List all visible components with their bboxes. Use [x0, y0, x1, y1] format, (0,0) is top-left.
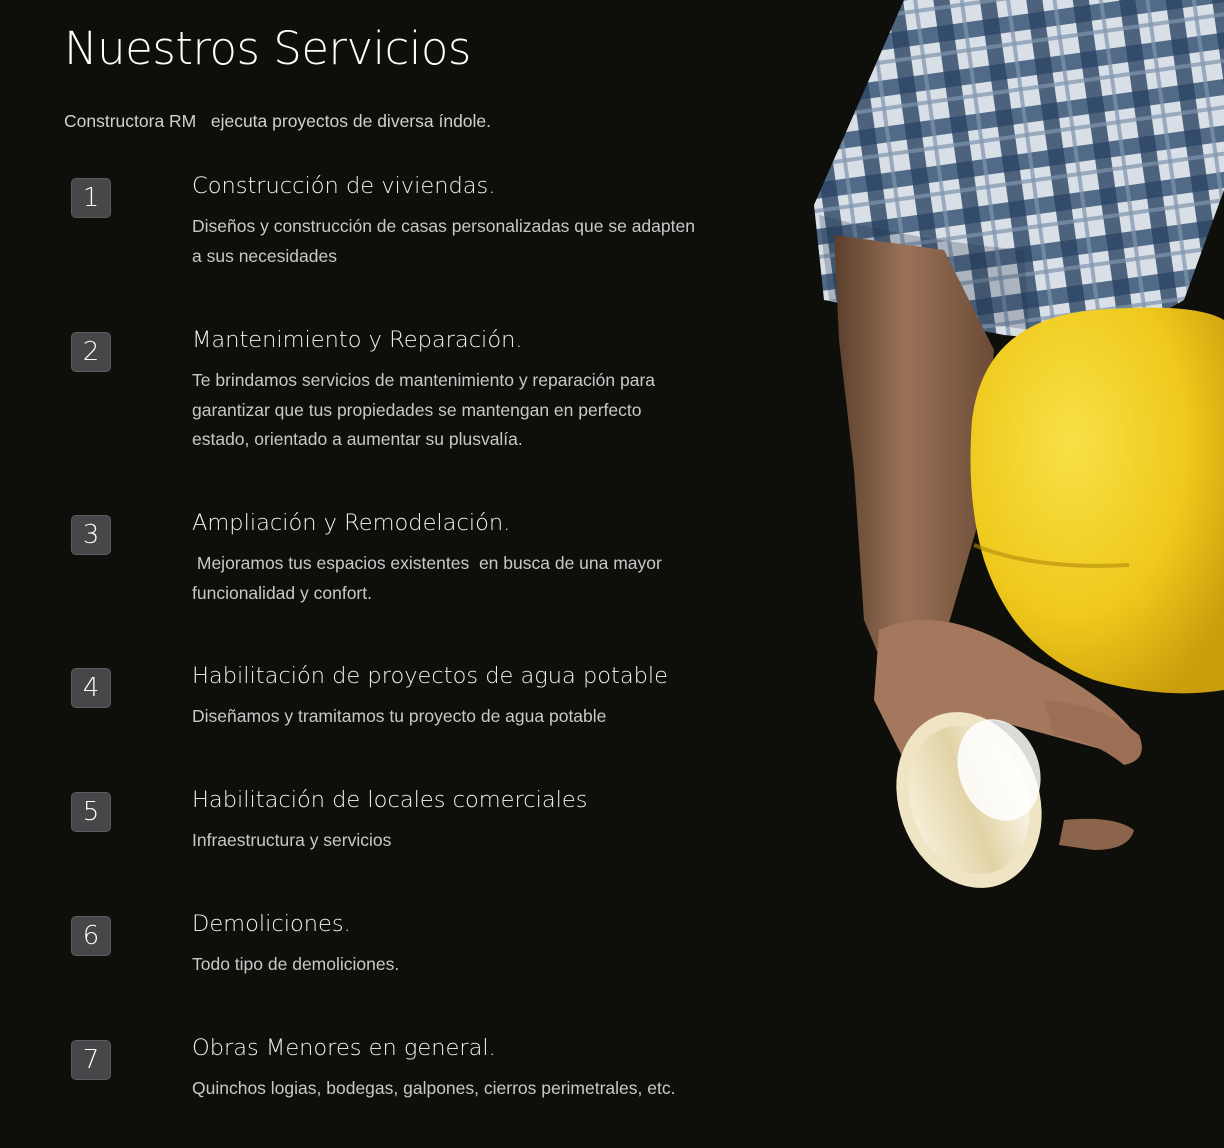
- service-title: Construcción de viviendas.: [192, 173, 496, 199]
- service-description: Infraestructura y servicios: [192, 830, 392, 850]
- intro-text: Constructora RM ejecuta proyectos de diversa índole.: [64, 111, 492, 131]
- service-description: Te brindamos servicios de mantenimiento y reparación para garantizar que tus propiedades se mantengan en perfecto estado, orientado a aumentar su plusvalía.: [192, 370, 660, 449]
- service-title: Habilitación de proyectos de agua potable: [192, 663, 669, 689]
- service-description: Diseños y construcción de casas personalizadas que se adapten a sus necesidades: [192, 216, 700, 266]
- service-title: Ampliación y Remodelación.: [192, 510, 511, 536]
- service-number-badge: 4: [71, 668, 111, 708]
- service-number-badge: 7: [71, 1040, 111, 1080]
- service-description: Todo tipo de demoliciones.: [192, 954, 400, 974]
- service-title: Obras Menores en general.: [192, 1035, 496, 1061]
- service-title: Mantenimiento y Reparación.: [192, 327, 523, 353]
- service-number-badge: 3: [71, 515, 111, 555]
- service-title: Demoliciones.: [192, 911, 351, 937]
- service-title: Habilitación de locales comerciales: [192, 787, 588, 813]
- page-title: Nuestros Servicios: [64, 22, 471, 75]
- service-number-badge: 2: [71, 332, 111, 372]
- service-number-badge: 6: [71, 916, 111, 956]
- service-description: Diseñamos y tramitamos tu proyecto de agua potable: [192, 706, 607, 726]
- service-number-badge: 5: [71, 792, 111, 832]
- service-description: Quinchos logias, bodegas, galpones, cierros perimetrales, etc.: [192, 1078, 676, 1098]
- service-description: Mejoramos tus espacios existentes en busca de una mayor funcionalidad y confort.: [192, 553, 667, 603]
- service-number-badge: 1: [71, 178, 111, 218]
- worker-helmet-image: [794, 0, 1224, 900]
